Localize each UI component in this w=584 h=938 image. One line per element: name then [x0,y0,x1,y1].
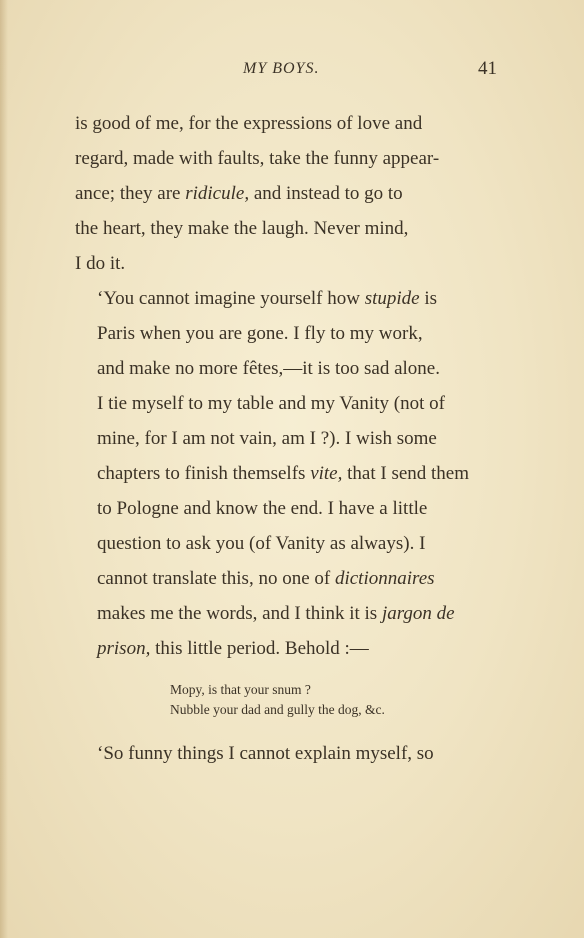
paragraph-3 [75,736,505,771]
text-line [75,281,505,316]
paragraph-2 [75,281,505,666]
text-line [75,561,505,596]
text-line: Paris when you are gone. I fly to my work, [97,323,423,344]
text-span: that I send them [342,463,470,484]
quotation-block [170,680,385,720]
text-line: mine, for I am not vain, am I ?). I wish some [97,428,437,449]
running-head: MY BOYS. [243,60,320,77]
text-line: and make no more fêtes,—it is too sad alone. [97,358,440,379]
text-span: makes me the words, and I think it is [97,603,382,624]
text-span: and instead to go to [249,183,403,204]
text-line [75,596,505,631]
quotation-line: Mopy, is that your snum ? [170,682,311,697]
italic-word: ridicule, [185,183,250,204]
italic-word: stupide [364,288,420,309]
text-span: ‘You cannot imagine yourself how [97,288,365,309]
text-line: the heart, they make the laugh. Never mind, [75,218,409,239]
italic-word: dictionnaires [334,568,435,589]
text-line [75,631,505,666]
text-line: I do it. [75,253,126,274]
page-binding-shadow [0,0,8,938]
text-line [75,176,505,211]
text-line: to Pologne and know the end. I have a little [97,498,428,519]
text-line: question to ask you (of Vanity as always). I [97,533,426,554]
italic-word: vite, [310,463,343,484]
quotation-line: Nubble your dad and gully the dog, &c. [170,702,385,717]
page-number: 41 [478,58,497,79]
text-line: ‘So funny things I cannot explain myself, so [97,743,434,764]
text-span: ance; they are [75,183,186,204]
text-span: chapters to finish themselfs [97,463,311,484]
text-line [75,456,505,491]
text-line: I tie myself to my table and my Vanity (not of [97,393,445,414]
text-span: this little period. Behold :— [150,638,369,659]
italic-word: prison, [97,638,151,659]
italic-word: jargon de [381,603,455,624]
paragraph-1 [75,106,505,281]
text-span: is [419,288,438,309]
text-span: cannot translate this, no one of [97,568,335,589]
text-line: regard, made with faults, take the funny appear- [75,148,440,169]
text-line: is good of me, for the expressions of love and [75,113,423,134]
